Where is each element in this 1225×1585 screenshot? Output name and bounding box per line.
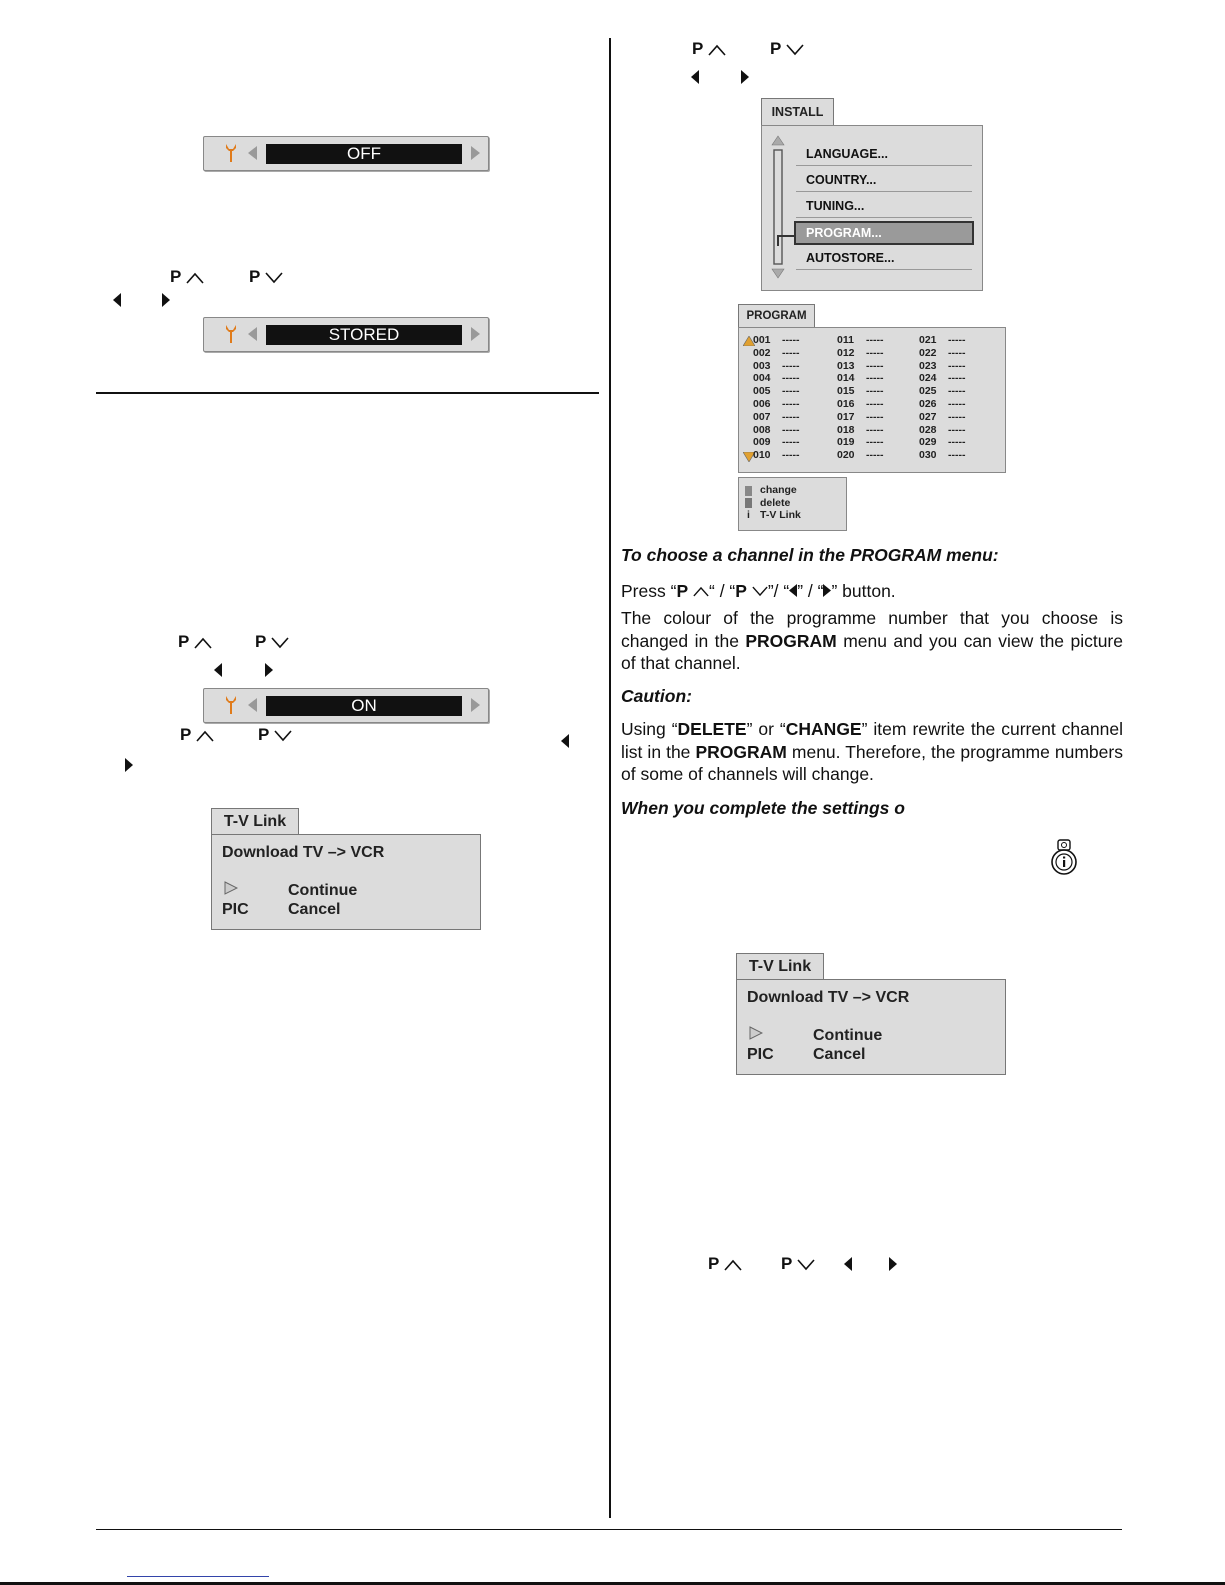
heading-choose-channel: To choose a channel in the PROGRAM menu:	[621, 545, 999, 565]
right-arrow-icon	[889, 1257, 897, 1271]
right-arrow-icon	[741, 70, 749, 84]
arrow-left-icon	[248, 327, 257, 341]
program-number[interactable]: 028	[919, 423, 937, 436]
program-name: -----	[782, 346, 800, 359]
p-up-key: P	[708, 1254, 742, 1274]
chevron-up-icon	[186, 272, 204, 284]
program-number[interactable]: 023	[919, 359, 937, 372]
p-down-key: P	[249, 267, 283, 287]
section-divider	[96, 392, 599, 394]
program-number[interactable]: 025	[919, 385, 937, 398]
left-arrow-icon	[561, 734, 569, 748]
program-name: -----	[866, 346, 884, 359]
program-name: -----	[866, 359, 884, 372]
p-up-key: P	[178, 632, 212, 652]
arrow-right-icon	[471, 146, 480, 160]
program-name: -----	[782, 398, 800, 410]
program-name: -----	[948, 385, 966, 398]
chevron-up-icon	[194, 637, 212, 649]
program-name: -----	[866, 372, 884, 385]
tvlink-download-text: Download TV –> VCR	[747, 989, 910, 1006]
p-down-key: P	[781, 1254, 815, 1274]
left-arrow-icon	[789, 584, 797, 597]
p-down-key: P	[258, 725, 292, 745]
chevron-up-icon	[708, 44, 726, 56]
program-name: -----	[782, 436, 800, 449]
program-name: -----	[866, 410, 884, 423]
program-number[interactable]: 011	[837, 334, 854, 346]
program-number[interactable]: 027	[919, 410, 937, 423]
program-number[interactable]: 016	[837, 398, 855, 410]
program-name: -----	[948, 398, 966, 410]
caution-heading: Caution:	[621, 686, 692, 706]
program-number[interactable]: 021	[919, 334, 937, 346]
program-number[interactable]: 007	[753, 410, 771, 423]
program-number[interactable]: 015	[837, 385, 855, 398]
menu-item-country[interactable]: COUNTRY...	[796, 169, 972, 192]
program-name: -----	[782, 410, 800, 423]
arrow-right-icon	[471, 327, 480, 341]
wrench-icon	[224, 695, 238, 715]
program-name: -----	[866, 334, 884, 346]
program-number[interactable]: 010	[753, 449, 771, 462]
legend-change: change	[760, 484, 797, 496]
play-icon	[224, 881, 238, 895]
program-number[interactable]: 003	[753, 359, 771, 372]
legend-delete: delete	[760, 497, 791, 509]
program-number[interactable]: 006	[753, 398, 771, 410]
program-name: -----	[782, 334, 800, 346]
program-name: -----	[948, 372, 966, 385]
tvlink-download-text: Download TV –> VCR	[222, 844, 385, 861]
p-down-key: P	[770, 39, 804, 59]
install-menu	[761, 125, 983, 291]
legend-tvlink: T-V Link	[760, 509, 801, 521]
program-number[interactable]: 013	[837, 359, 855, 372]
continue-label: Continue	[813, 1027, 883, 1044]
chevron-up-icon	[196, 730, 214, 742]
chevron-down-icon	[274, 730, 292, 742]
osd-value: ON	[266, 696, 462, 716]
menu-item-language[interactable]: LANGUAGE...	[796, 143, 972, 166]
program-legend	[738, 477, 847, 531]
p-down-key: P	[255, 632, 289, 652]
program-name: -----	[948, 449, 966, 462]
program-name: -----	[948, 346, 966, 359]
tvlink-tab: T-V Link	[211, 808, 299, 834]
program-name: -----	[866, 385, 884, 398]
p-up-key: P	[180, 725, 214, 745]
program-number[interactable]: 009	[753, 436, 771, 449]
program-tab: PROGRAM	[738, 304, 815, 328]
play-icon	[749, 1026, 763, 1040]
menu-item-program[interactable]: PROGRAM...	[794, 221, 974, 245]
chevron-down-icon	[752, 586, 768, 597]
program-number[interactable]: 014	[837, 372, 855, 385]
info-icon: i	[747, 509, 750, 521]
install-tab: INSTALL	[761, 98, 834, 126]
program-name: -----	[948, 359, 966, 372]
program-number[interactable]: 019	[837, 436, 855, 449]
program-number[interactable]: 008	[753, 423, 771, 436]
chevron-down-icon	[786, 44, 804, 56]
program-number[interactable]: 020	[837, 449, 855, 462]
program-name: -----	[866, 449, 884, 462]
footer-rule	[96, 1529, 1122, 1530]
p-up-key: P	[170, 267, 204, 287]
arrow-right-icon	[471, 698, 480, 712]
program-number[interactable]: 005	[753, 385, 771, 398]
menu-item-autostore[interactable]: AUTOSTORE...	[796, 247, 972, 270]
chevron-down-icon	[271, 637, 289, 649]
program-number[interactable]: 004	[753, 372, 771, 385]
footer-link-underline	[127, 1576, 269, 1577]
continue-label: Continue	[288, 882, 358, 899]
column-divider	[609, 38, 611, 1518]
program-name: -----	[948, 423, 966, 436]
menu-item-tuning[interactable]: TUNING...	[796, 195, 972, 218]
osd-bar-stored	[203, 317, 489, 352]
chevron-up-icon	[724, 1259, 742, 1271]
right-arrow-icon	[125, 758, 133, 772]
info-button-icon	[1050, 839, 1078, 875]
program-number[interactable]: 030	[919, 449, 937, 462]
program-number[interactable]: 017	[837, 410, 855, 423]
left-arrow-icon	[113, 293, 121, 307]
tvlink-dialog	[211, 834, 481, 930]
wrench-icon	[224, 143, 238, 163]
paragraph-colour: The colour of the programme number that you choose is changed in the PROGRAM menu and you can view the picture of that channel.	[621, 608, 1123, 673]
chevron-down-icon	[265, 272, 283, 284]
pic-key-label: PIC	[747, 1046, 774, 1063]
program-number[interactable]: 012	[837, 346, 855, 359]
program-name: -----	[782, 359, 800, 372]
tvlink-dialog	[736, 979, 1006, 1075]
program-name: -----	[866, 436, 884, 449]
program-table	[738, 327, 1006, 473]
program-name: -----	[948, 410, 966, 423]
cancel-label: Cancel	[288, 901, 341, 918]
osd-bar-off	[203, 136, 489, 171]
arrow-left-icon	[248, 698, 257, 712]
program-number[interactable]: 002	[753, 346, 771, 359]
right-arrow-icon	[265, 663, 273, 677]
program-name: -----	[782, 423, 800, 436]
right-arrow-icon	[162, 293, 170, 307]
program-name: -----	[866, 398, 884, 410]
cancel-label: Cancel	[813, 1046, 866, 1063]
program-number[interactable]: 024	[919, 372, 937, 385]
chevron-up-icon	[693, 586, 709, 597]
delete-color-key	[745, 498, 752, 508]
program-number[interactable]: 026	[919, 398, 937, 410]
program-name: -----	[948, 334, 966, 346]
program-name: -----	[782, 385, 800, 398]
program-name: -----	[948, 436, 966, 449]
program-name: -----	[782, 372, 800, 385]
left-arrow-icon	[844, 1257, 852, 1271]
pic-key-label: PIC	[222, 901, 249, 918]
program-number[interactable]: 018	[837, 423, 855, 436]
osd-bar-on	[203, 688, 489, 723]
chevron-down-icon	[797, 1259, 815, 1271]
program-number[interactable]: 001	[753, 334, 771, 346]
menu-scrollbar[interactable]	[770, 134, 786, 280]
program-name: -----	[866, 423, 884, 436]
paragraph-caution: Using “DELETE” or “CHANGE” item rewrite the current channel list in the PROGRAM menu. Therefore, the programme numbers of some of channels will change.	[621, 719, 1123, 784]
change-color-key	[745, 486, 752, 496]
press-instruction: Press “P “ / “P ”/ “ ” / “ ” button.	[621, 581, 896, 601]
complete-settings-text: When you complete the settings o	[621, 798, 905, 818]
program-number[interactable]: 022	[919, 346, 937, 359]
left-arrow-icon	[214, 663, 222, 677]
program-number[interactable]: 029	[919, 436, 937, 449]
osd-value: STORED	[266, 325, 462, 345]
program-name: -----	[782, 449, 800, 462]
p-up-key: P	[692, 39, 726, 59]
osd-value: OFF	[266, 144, 462, 164]
wrench-icon	[224, 324, 238, 344]
tvlink-tab: T-V Link	[736, 953, 824, 979]
arrow-left-icon	[248, 146, 257, 160]
left-arrow-icon	[691, 70, 699, 84]
